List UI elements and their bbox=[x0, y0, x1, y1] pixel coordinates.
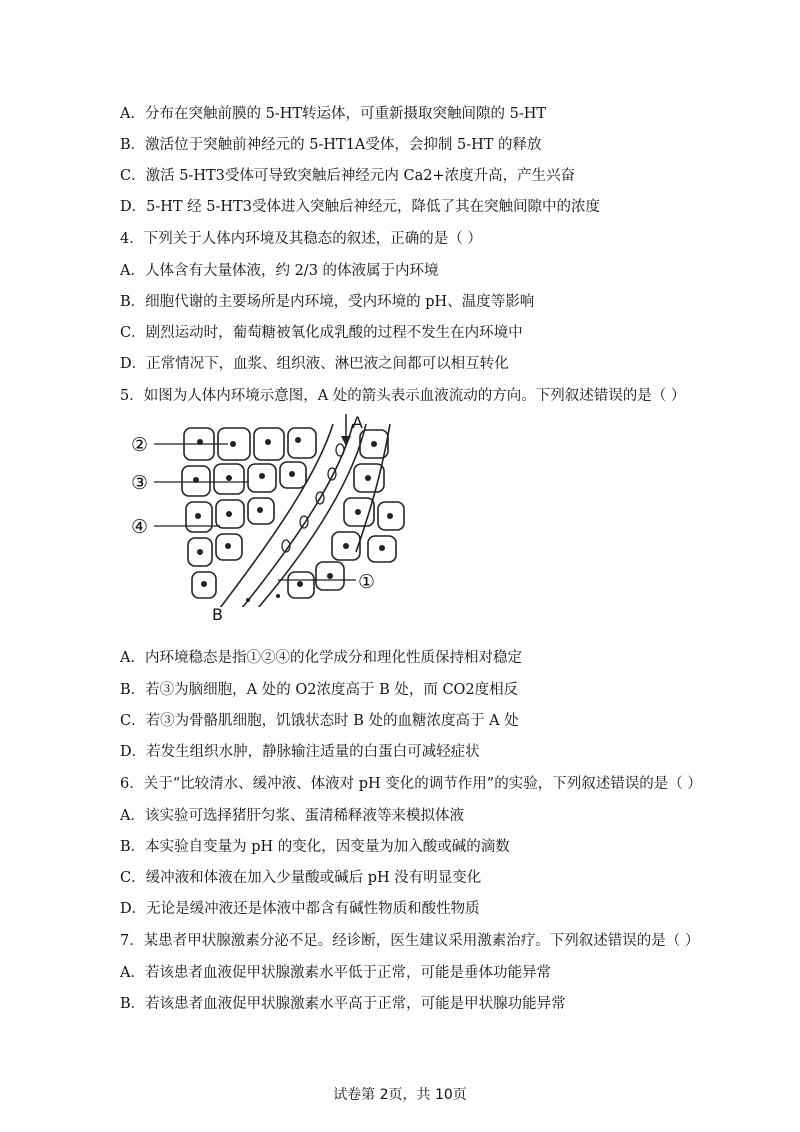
q4-option-c: C．剧烈运动时，葡萄糖被氧化成乳酸的过程不发生在内环境中 bbox=[120, 325, 523, 341]
q6-option-b: B．本实验自变量为 pH 的变化，因变量为加入酸或碱的滴数 bbox=[120, 839, 510, 855]
page-footer: 试卷第 2页，共 10页 bbox=[333, 1087, 467, 1103]
diagram-label-a: A bbox=[352, 413, 363, 432]
diagram-label-2: ② bbox=[131, 434, 149, 456]
q4-option-a: A．人体含有大量体液，约 2/3 的体液属于内环境 bbox=[120, 263, 439, 279]
q3-option-c: C．激活 5-HT3受体可导致突触后神经元内 Ca2+浓度升高，产生兴奋 bbox=[120, 168, 576, 184]
q5-option-a: A．内环境稳态是指①②④的化学成分和理化性质保持相对稳定 bbox=[120, 650, 522, 666]
q7-option-a: A．若该患者血液促甲状腺激素水平低于正常，可能是垂体功能异常 bbox=[120, 965, 551, 981]
q6-option-d: D．无论是缓冲液还是体液中都含有碱性物质和酸性物质 bbox=[120, 901, 480, 917]
inner-environment-diagram bbox=[128, 412, 418, 622]
tissue-cells-illustration bbox=[128, 412, 418, 622]
q7-stem: 7．某患者甲状腺激素分泌不足。经诊断，医生建议采用激素治疗。下列叙述错误的是（ ） bbox=[120, 933, 700, 949]
q4-stem: 4．下列关于人体内环境及其稳态的叙述，正确的是（ ） bbox=[120, 231, 482, 247]
diagram-label-4: ④ bbox=[131, 516, 149, 538]
q3-option-d: D．5-HT 经 5-HT3受体进入突触后神经元，降低了其在突触间隙中的浓度 bbox=[120, 199, 600, 215]
q3-option-b: B．激活位于突触前神经元的 5-HT1A受体，会抑制 5-HT 的释放 bbox=[120, 137, 542, 153]
q6-option-a: A．该实验可选择猪肝匀浆、蛋清稀释液等来模拟体液 bbox=[120, 808, 464, 824]
q7-option-b: B．若该患者血液促甲状腺激素水平高于正常，可能是甲状腺功能异常 bbox=[120, 996, 566, 1012]
q4-option-b: B．细胞代谢的主要场所是内环境，受内环境的 pH、温度等影响 bbox=[120, 294, 535, 310]
diagram-label-3: ③ bbox=[131, 472, 149, 494]
diagram-label-b: B bbox=[212, 605, 223, 622]
q5-option-b: B．若③为脑细胞，A 处的 O2浓度高于 B 处，而 CO2度相反 bbox=[120, 682, 519, 698]
q5-stem: 5．如图为人体内环境示意图，A 处的箭头表示血液流动的方向。下列叙述错误的是（ ） bbox=[120, 388, 686, 404]
diagram-label-1: ① bbox=[358, 571, 376, 593]
q3-option-a: A．分布在突触前膜的 5-HT转运体，可重新摄取突触间隙的 5-HT bbox=[120, 106, 547, 122]
q6-stem: 6．关于“比较清水、缓冲液、体液对 pH 变化的调节作用”的实验，下列叙述错误的是（ ） bbox=[120, 776, 702, 792]
q4-option-d: D．正常情况下，血浆、组织液、淋巴液之间都可以相互转化 bbox=[120, 356, 509, 372]
q5-option-c: C．若③为骨骼肌细胞，饥饿状态时 B 处的血糖浓度高于 A 处 bbox=[120, 713, 519, 729]
q6-option-c: C．缓冲液和体液在加入少量酸或碱后 pH 没有明显变化 bbox=[120, 870, 482, 886]
q5-option-d: D．若发生组织水肿，静脉输注适量的白蛋白可减轻症状 bbox=[120, 744, 480, 760]
